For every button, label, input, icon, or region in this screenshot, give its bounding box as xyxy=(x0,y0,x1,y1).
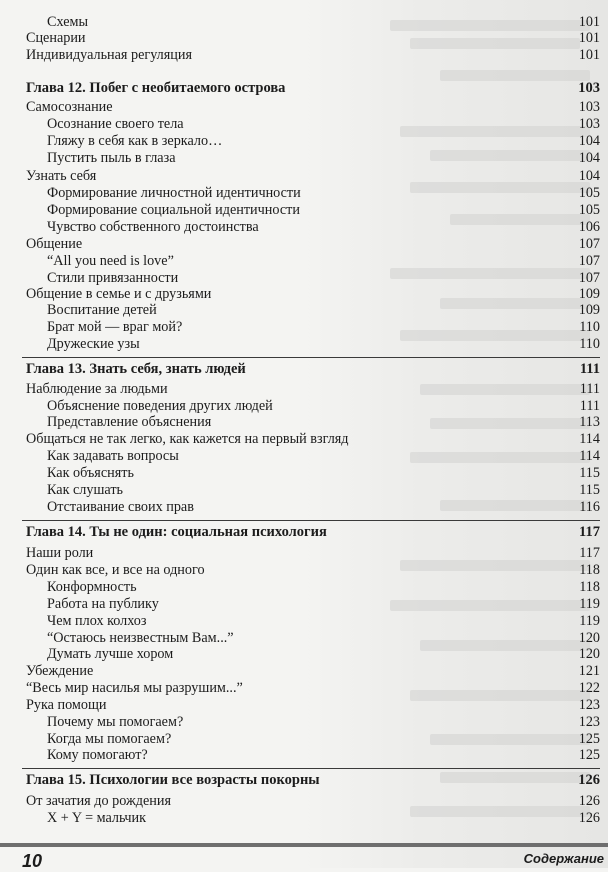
toc-entry[interactable] xyxy=(0,381,600,397)
entry-title: Представление объяснения xyxy=(47,414,212,430)
entry-title: Узнать себя xyxy=(26,168,97,184)
entry-title: Наблюдение за людьми xyxy=(26,381,168,397)
entry-page-number: 113 xyxy=(579,414,600,430)
toc-entry[interactable] xyxy=(0,562,600,578)
entry-page-number: 120 xyxy=(578,630,600,646)
entry-page-number: 103 xyxy=(578,80,600,96)
entry-page-number: 117 xyxy=(579,524,600,540)
entry-page-number: 114 xyxy=(579,431,600,447)
toc-subentry[interactable] xyxy=(0,398,600,414)
toc-subentry[interactable] xyxy=(0,714,600,730)
entry-title: Глава 14. Ты не один: социальная психология xyxy=(26,524,327,540)
entry-title: Индивидуальная регуляция xyxy=(26,47,192,63)
entry-page-number: 101 xyxy=(578,14,600,30)
entry-page-number: 125 xyxy=(578,731,600,747)
entry-page-number: 115 xyxy=(579,482,600,498)
entry-page-number: 109 xyxy=(578,302,600,318)
toc-entry[interactable] xyxy=(0,286,600,302)
entry-title: Общение xyxy=(26,236,83,252)
chapter-divider xyxy=(22,520,600,521)
entry-page-number: 126 xyxy=(578,810,600,826)
entry-title: “Весь мир насилья мы разрушим...” xyxy=(26,680,243,696)
entry-page-number: 123 xyxy=(578,714,600,730)
entry-title: Осознание своего тела xyxy=(47,116,184,132)
toc-subentry[interactable] xyxy=(0,646,600,662)
toc-subentry[interactable] xyxy=(0,630,600,646)
toc-subentry[interactable] xyxy=(0,499,600,515)
entry-page-number: 109 xyxy=(578,286,600,302)
toc-subentry[interactable] xyxy=(0,133,600,149)
entry-title: Стили привязанности xyxy=(47,270,179,286)
running-title: Содержание xyxy=(523,851,604,866)
entry-title: Рука помощи xyxy=(26,697,107,713)
toc-entry[interactable] xyxy=(0,545,600,561)
entry-title: Думать лучше хором xyxy=(47,646,174,662)
page-footer xyxy=(0,843,608,871)
entry-title: Глава 15. Психологии все возрасты покорны xyxy=(26,772,320,788)
entry-title: Убеждение xyxy=(26,663,94,679)
toc-subentry[interactable] xyxy=(0,202,600,218)
entry-title: Как слушать xyxy=(47,482,124,498)
entry-title: Один как все, и все на одного xyxy=(26,562,205,578)
entry-page-number: 111 xyxy=(579,398,600,414)
toc-entry[interactable] xyxy=(0,663,600,679)
entry-title: От зачатия до рождения xyxy=(26,793,171,809)
entry-title: Воспитание детей xyxy=(47,302,157,318)
toc-subentry[interactable] xyxy=(0,14,600,30)
chapter-heading[interactable] xyxy=(0,772,600,788)
entry-page-number: 126 xyxy=(578,793,600,809)
toc-entry[interactable] xyxy=(0,30,600,46)
entry-title: Общаться не так легко, как кажется на первый взгляд xyxy=(26,431,349,447)
toc-entry[interactable] xyxy=(0,99,600,115)
toc-subentry[interactable] xyxy=(0,579,600,595)
entry-title: Сценарии xyxy=(26,30,86,46)
entry-title: Почему мы помогаем? xyxy=(47,714,184,730)
entry-title: Дружеские узы xyxy=(47,336,140,352)
toc-subentry[interactable] xyxy=(0,185,600,201)
entry-title: Работа на публику xyxy=(47,596,159,612)
toc-subentry[interactable] xyxy=(0,613,600,629)
entry-title: “Остаюсь неизвестным Вам...” xyxy=(47,630,234,646)
entry-title: Отстаивание своих прав xyxy=(47,499,194,515)
entry-title: Пустить пыль в глаза xyxy=(47,150,176,166)
entry-title: Глава 13. Знать себя, знать людей xyxy=(26,361,246,377)
page-number: 10 xyxy=(22,851,43,871)
entry-page-number: 107 xyxy=(578,270,600,286)
entry-page-number: 101 xyxy=(578,47,600,63)
entry-page-number: 118 xyxy=(579,562,600,578)
entry-page-number: 117 xyxy=(579,545,600,561)
entry-page-number: 125 xyxy=(578,747,600,763)
toc-entry[interactable] xyxy=(0,47,600,63)
entry-page-number: 104 xyxy=(578,133,600,149)
entry-page-number: 119 xyxy=(579,596,600,612)
entry-title: “All you need is love” xyxy=(47,253,174,269)
footer-rule xyxy=(0,843,608,847)
entry-page-number: 103 xyxy=(578,99,600,115)
entry-page-number: 107 xyxy=(578,236,600,252)
entry-page-number: 122 xyxy=(578,680,600,696)
toc-subentry[interactable] xyxy=(0,336,600,352)
entry-page-number: 111 xyxy=(579,361,600,377)
toc-subentry[interactable] xyxy=(0,465,600,481)
entry-page-number: 110 xyxy=(579,336,600,352)
entry-page-number: 104 xyxy=(578,168,600,184)
entry-title: Чем плох колхоз xyxy=(47,613,147,629)
toc-subentry[interactable] xyxy=(0,302,600,318)
chapter-heading[interactable] xyxy=(0,361,600,377)
entry-title: Формирование личностной идентичности xyxy=(47,185,301,201)
toc-entry[interactable] xyxy=(0,168,600,184)
entry-page-number: 120 xyxy=(578,646,600,662)
entry-title: Когда мы помогаем? xyxy=(47,731,172,747)
toc-entry[interactable] xyxy=(0,697,600,713)
entry-title: Наши роли xyxy=(26,545,94,561)
entry-page-number: 106 xyxy=(578,219,600,235)
entry-title: Как задавать вопросы xyxy=(47,448,179,464)
toc-entry[interactable] xyxy=(0,236,600,252)
entry-title: Чувство собственного достоинства xyxy=(47,219,259,235)
entry-page-number: 107 xyxy=(578,253,600,269)
entry-title: Брат мой — враг мой? xyxy=(47,319,183,335)
entry-title: Объяснение поведения других людей xyxy=(47,398,273,414)
toc-subentry[interactable] xyxy=(0,731,600,747)
toc-subentry[interactable] xyxy=(0,414,600,430)
toc-subentry[interactable] xyxy=(0,116,600,132)
entry-title: Конформность xyxy=(47,579,137,595)
chapter-heading[interactable] xyxy=(0,524,600,540)
entry-page-number: 110 xyxy=(579,319,600,335)
entry-title: X + Y = мальчик xyxy=(47,810,147,826)
entry-page-number: 115 xyxy=(579,465,600,481)
entry-title: Как объяснять xyxy=(47,465,134,481)
chapter-heading[interactable] xyxy=(0,80,600,96)
toc-subentry[interactable] xyxy=(0,253,600,269)
chapter-divider xyxy=(22,357,600,358)
entry-page-number: 123 xyxy=(578,697,600,713)
toc-subentry[interactable] xyxy=(0,150,600,166)
entry-title: Общение в семье и с друзьями xyxy=(26,286,212,302)
toc-subentry[interactable] xyxy=(0,448,600,464)
entry-page-number: 116 xyxy=(579,499,600,515)
toc-subentry[interactable] xyxy=(0,747,600,763)
entry-page-number: 114 xyxy=(579,448,600,464)
entry-title: Глава 12. Побег с необитаемого острова xyxy=(26,80,286,96)
toc-subentry[interactable] xyxy=(0,596,600,612)
toc-entry[interactable] xyxy=(0,431,600,447)
toc-entry[interactable] xyxy=(0,793,600,809)
toc-entry[interactable] xyxy=(0,680,600,696)
entry-page-number: 121 xyxy=(578,663,600,679)
entry-page-number: 111 xyxy=(579,381,600,397)
toc-subentry[interactable] xyxy=(0,219,600,235)
toc-subentry[interactable] xyxy=(0,319,600,335)
chapter-divider xyxy=(22,768,600,769)
entry-title: Формирование социальной идентичности xyxy=(47,202,300,218)
entry-title: Гляжу в себя как в зеркало… xyxy=(47,133,223,149)
entry-page-number: 118 xyxy=(579,579,600,595)
entry-page-number: 103 xyxy=(578,116,600,132)
toc-subentry[interactable] xyxy=(0,482,600,498)
toc-subentry[interactable] xyxy=(0,810,600,826)
entry-page-number: 101 xyxy=(578,30,600,46)
entry-page-number: 105 xyxy=(578,185,600,201)
entry-title: Самосознание xyxy=(26,99,113,115)
entry-page-number: 126 xyxy=(578,772,600,788)
toc-subentry[interactable] xyxy=(0,270,600,286)
entry-page-number: 119 xyxy=(579,613,600,629)
entry-title: Кому помогают? xyxy=(47,747,148,763)
entry-page-number: 105 xyxy=(578,202,600,218)
entry-page-number: 104 xyxy=(578,150,600,166)
entry-title: Схемы xyxy=(47,14,89,30)
